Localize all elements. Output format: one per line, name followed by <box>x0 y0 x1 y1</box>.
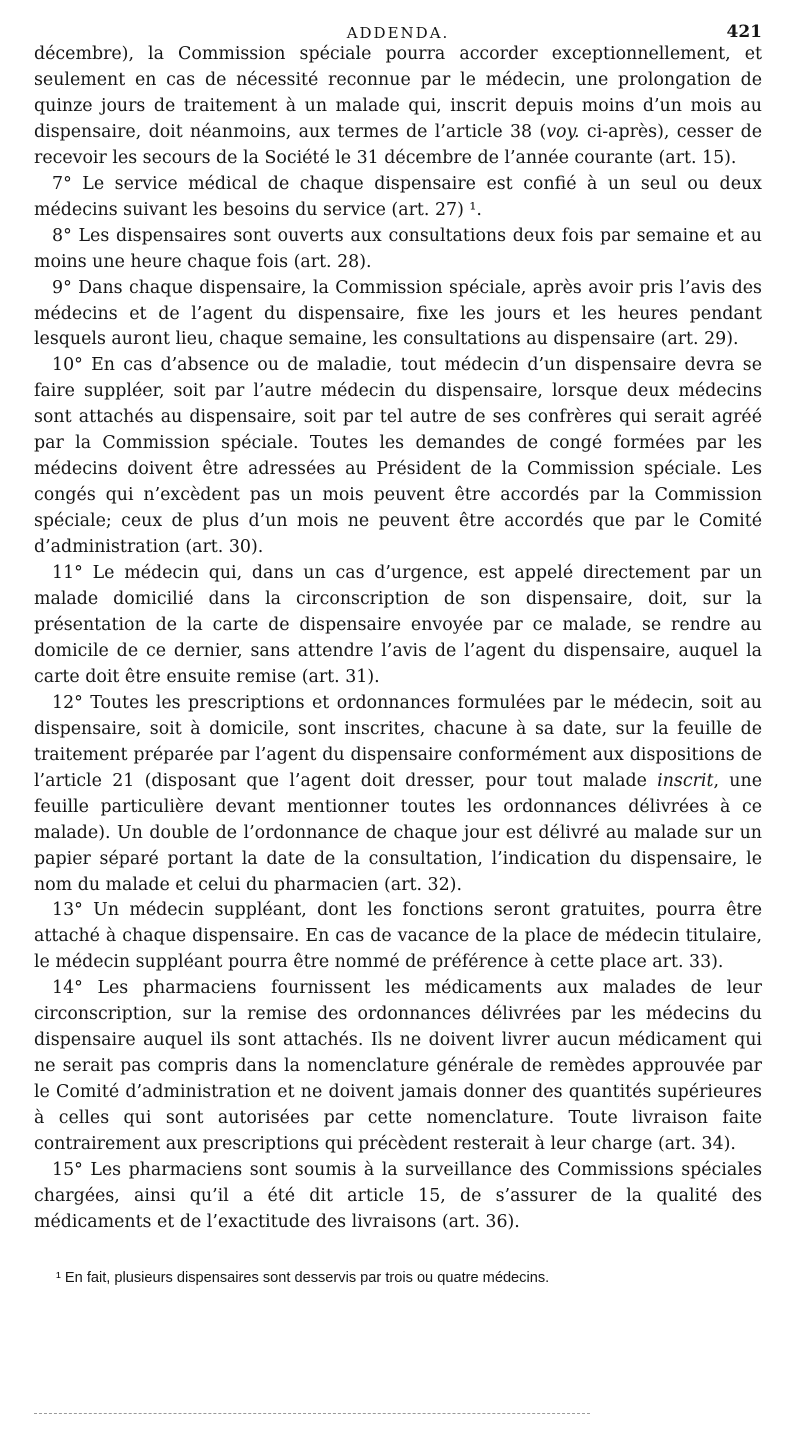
paragraph-13: 13° Un médecin suppléant, dont les fonctions seront gratuites, pourra être attaché à chaque dispensaire. En cas de vacance de la place de médecin titulaire, le médecin suppléant pourra être nommé de préférence à cette place art. 33). <box>34 900 762 973</box>
paragraph-15: 15° Les pharmaciens sont soumis à la surveillance des Commissions spéciales chargées, ainsi qu’il a été dit article 15, de s’assurer de la qualité des médicaments et de l’exactitude des livraisons (art. 36). <box>34 1159 762 1232</box>
page-number: 421 <box>726 22 762 42</box>
paragraph-10: 10° En cas d’absence ou de maladie, tout médecin d’un dispensaire devra se faire suppléer, soit par l’autre médecin du dispensaire, lorsque deux médecins sont attachés au dispensaire, soit par tel autre de ses confrères qui serait agréé par la Commission spéciale. Toutes les demandes de congé formées par les médecins doivent être adressées au Président de la Commission spéciale. Les congés qui n’excèdent pas un mois peuvent être accordés par la Commission spéciale; ceux de plus d’un mois ne peuvent être accordés que par le Comité d’administration (art. 30). <box>34 355 762 558</box>
paragraph-continuation: décembre), la Commission spéciale pourra accorder exceptionnellement, et seulement en cas de nécessité reconnue par le médecin, une prolongation de quinze jours de traitement à un malade qui, inscrit depuis moins d’un mois au dispensaire, doit néanmoins, aux termes de l’article 38 (voy. ci-après), cesser de recevoir les secours de la Société le 31 décembre de l’année courante (art. 15). <box>34 44 762 168</box>
bottom-rule <box>34 1413 590 1414</box>
emphasis-inscrit: inscrit <box>657 770 714 791</box>
emphasis-voy: voy. <box>546 121 580 142</box>
body-text <box>34 42 762 1236</box>
paragraph-8: 8° Les dispensaires sont ouverts aux consultations deux fois par semaine et au moins une heure chaque fois (art. 28). <box>34 225 762 272</box>
paragraph-7: 7° Le service médical de chaque dispensaire est confié à un seul ou deux médecins suivant les besoins du service (art. 27) ¹. <box>34 173 762 220</box>
paragraph-12: 12° Toutes les prescriptions et ordonnances formulées par le médecin, soit au dispensaire, soit à domicile, sont inscrites, chacune à sa date, sur la feuille de traitement préparée par l’agent du dispensaire conformément aux dispositions de l’article 21 (disposant que l’agent doit dresser, pour tout malade inscrit, une feuille particulière devant mentionner toutes les ordonnances délivrées à ce malade). Un double de l’ordonnance de chaque jour est délivré au malade sur un papier séparé portant la date de la consultation, l’indication du dispensaire, le nom du malade et celui du pharmacien (art. 32). <box>34 692 762 895</box>
running-title: ADDENDA. <box>346 24 450 42</box>
footnote: ¹ En fait, plusieurs dispensaires sont desservis par trois ou quatre médecins. <box>56 1269 550 1286</box>
paragraph-9: 9° Dans chaque dispensaire, la Commission spéciale, après avoir pris l’avis des médecins et de l’agent du dispensaire, fixe les jours et les heures pendant lesquels auront lieu, chaque semaine, les consultations au dispensaire (art. 29). <box>34 277 762 350</box>
paragraph-14: 14° Les pharmaciens fournissent les médicaments aux malades de leur circonscription, sur la remise des ordonnances délivrées par les médecins du dispensaire auquel ils sont attachés. Ils ne doivent livrer aucun médicament qui ne serait pas compris dans la nomenclature générale de remèdes approuvée par le Comité d’administration et ne doivent jamais donner des quantités supérieures à celles qui sont autorisées par cette nomenclature. Toute livraison faite contrairement aux prescriptions qui précèdent resterait à leur charge (art. 34). <box>34 978 762 1155</box>
page-header <box>34 0 762 42</box>
paragraph-11: 11° Le médecin qui, dans un cas d’urgence, est appelé directement par un malade domicilié dans la circonscription de son dispensaire, doit, sur la présentation de la carte de dispensaire envoyée par ce malade, se rendre au domicile de ce dernier, sans attendre l’avis de l’agent du dispensaire, auquel la carte doit être ensuite remise (art. 31). <box>34 563 762 687</box>
